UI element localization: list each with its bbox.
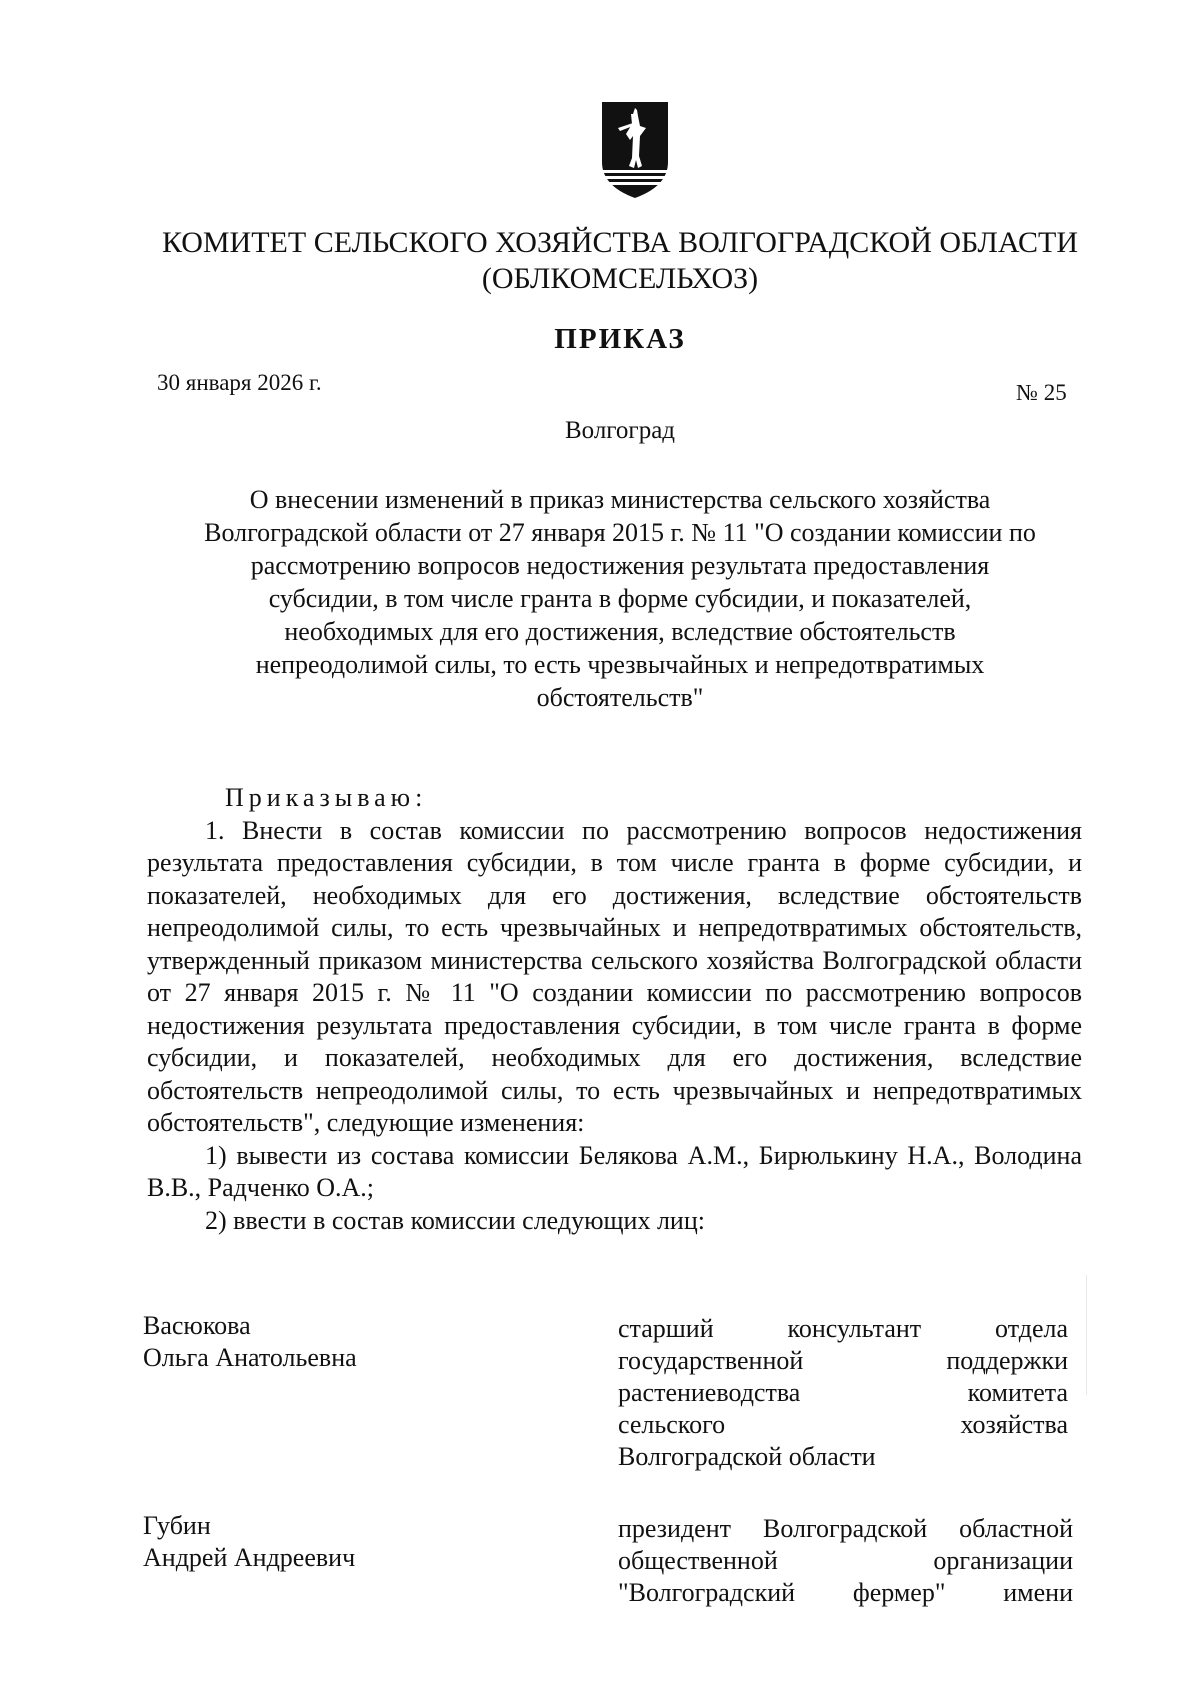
paragraph-item-1: 1. Внести в состав комиссии по рассмотрению вопросов недостижения результата предоставления субсидии, в том числе гранта в форме субсидии, и показателей, необходимых для его достижения, вследствие обстоятельств непреодолимой силы, то есть чрезвычайных и непредотвратимых обстоятельств, утвержденный приказом министерства сельского хозяйства Волгоградской области от 27 января 2015 г. № 11 "О создании комиссии по рассмотрению вопросов недостижения результата предоставления субсидии, в том числе гранта в форме субсидии, и показателей, необходимых для его достижения, вследствие обстоятельств непреодолимой силы, то есть чрезвычайных и непредотвратимых обстоятельств", следующие изменения: xyxy=(147,815,1082,1137)
subject-line: рассмотрению вопросов недостижения результата предоставления xyxy=(250,551,990,580)
document-date: 30 января 2026 г. xyxy=(157,370,322,395)
member-role xyxy=(618,1513,1073,1609)
organization-abbreviation: (ОБЛКОМСЕЛЬХОЗ) xyxy=(481,262,759,295)
member-given-name: Андрей Андреевич xyxy=(143,1543,356,1572)
margin-mark xyxy=(1086,1275,1087,1395)
member-role-line: растениеводства комитета xyxy=(618,1378,1068,1407)
member-role-line: сельского хозяйства xyxy=(618,1410,1068,1439)
subject-line: Волгоградской области от 27 января 2015 г. № 11 "О создании комиссии по xyxy=(204,518,1036,547)
coat-of-arms-emblem xyxy=(596,100,674,200)
member-role-line: Волгоградской области xyxy=(618,1442,876,1471)
document-body xyxy=(147,782,1082,1237)
member-surname: Губин xyxy=(143,1511,211,1540)
member-role xyxy=(618,1313,1068,1473)
subject-line: субсидии, в том числе гранта в форме субсидии, и показателей, xyxy=(268,584,972,613)
subject-line: непреодолимой силы, то есть чрезвычайных и непредотвратимых xyxy=(255,650,985,679)
member-role-line: старший консультант отдела xyxy=(618,1314,1068,1343)
member-given-name: Ольга Анатольевна xyxy=(143,1343,357,1372)
subject-line: необходимых для его достижения, вследствие обстоятельств xyxy=(284,617,956,646)
paragraph-sub-1: 1) вывести из состава комиссии Белякова А.М., Бирюлькину Н.А., Володина В.В., Радченко О.А.; xyxy=(147,1140,1082,1202)
subject-line: обстоятельств" xyxy=(536,683,704,712)
document-city: Волгоград xyxy=(564,417,676,444)
document-type-title: ПРИКАЗ xyxy=(554,323,686,355)
member-role-line: "Волгоградский фермер" имени xyxy=(618,1578,1073,1607)
member-name xyxy=(143,1310,543,1374)
member-name xyxy=(143,1510,543,1574)
member-role-line: президент Волгоградской областной xyxy=(618,1514,1073,1543)
document-subject xyxy=(150,483,1090,714)
member-role-line: общественной организации xyxy=(618,1546,1073,1575)
organization-name xyxy=(0,225,1200,297)
document-number: № 25 xyxy=(1016,380,1067,405)
member-surname: Васюкова xyxy=(143,1311,251,1340)
member-role-line: государственной поддержки xyxy=(618,1346,1068,1375)
subject-line: О внесении изменений в приказ министерства сельского хозяйства xyxy=(249,485,991,514)
order-word: Приказываю: xyxy=(225,783,428,812)
organization-name-line: КОМИТЕТ СЕЛЬСКОГО ХОЗЯЙСТВА ВОЛГОГРАДСКОЙ ОБЛАСТИ xyxy=(161,226,1079,259)
paragraph-sub-2: 2) ввести в состав комиссии следующих лиц: xyxy=(205,1205,705,1235)
